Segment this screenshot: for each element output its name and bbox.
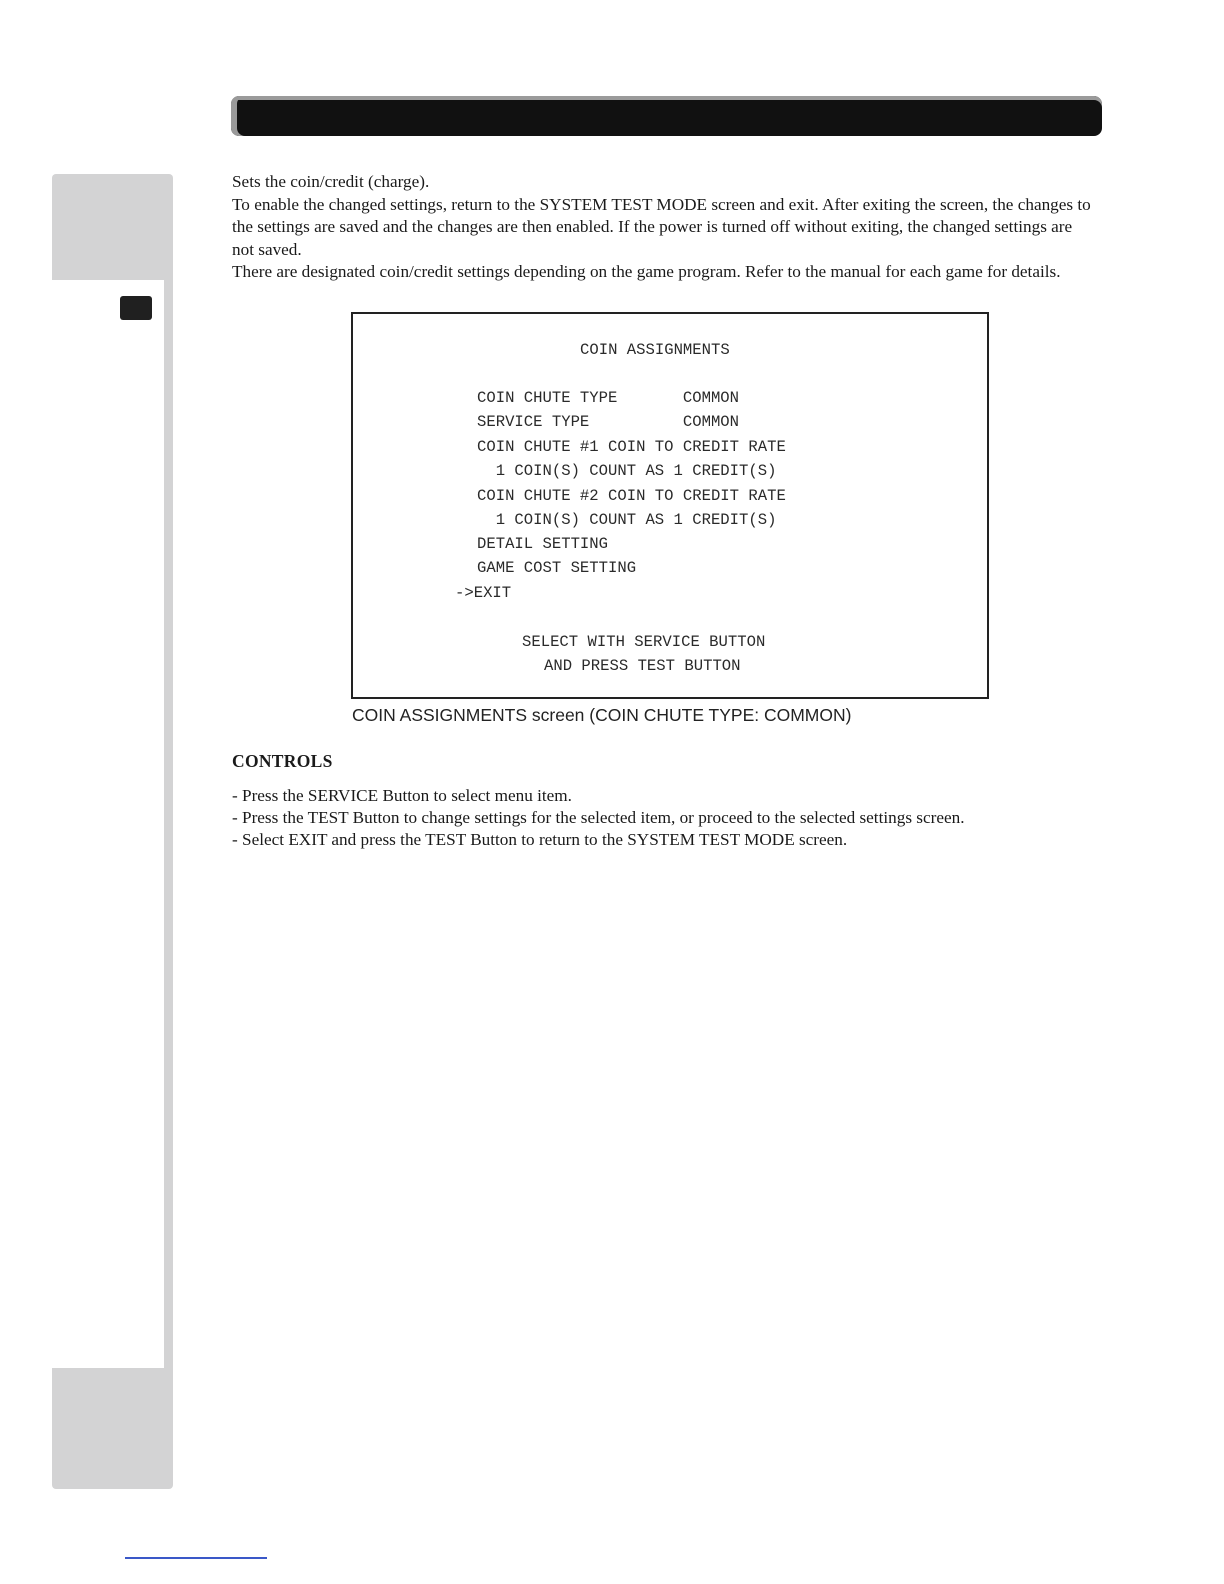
screen-instruction: SELECT WITH SERVICE BUTTON [522, 633, 766, 651]
screen-menu-item: COIN CHUTE TYPE COMMON [477, 389, 740, 407]
chapter-tab-marker [120, 296, 152, 320]
figure-caption: COIN ASSIGNMENTS screen (COIN CHUTE TYPE: COMMON) [352, 705, 852, 725]
screen-title: COIN ASSIGNMENTS [580, 341, 730, 359]
intro-paragraph: To enable the changed settings, return to the SYSTEM TEST MODE screen and exit. After exiting the screen, the changes to the settings are saved and the changes are then enabled. If the power is turned off without exiting, the changed settings are not saved. [232, 194, 1091, 259]
screen-instruction: AND PRESS TEST BUTTON [544, 657, 741, 675]
screen-menu-item: SERVICE TYPE COMMON [477, 413, 740, 431]
screen-menu-item: DETAIL SETTING [477, 535, 609, 553]
side-tab-top [52, 174, 173, 280]
screen-menu-item: COIN CHUTE #2 COIN TO CREDIT RATE [477, 487, 786, 505]
screen-menu-value: 1 COIN(S) COUNT AS 1 CREDIT(S) [477, 462, 777, 480]
controls-item: - Press the TEST Button to change settings for the selected item, or proceed to the selected settings screen. [232, 808, 965, 827]
controls-item: - Press the SERVICE Button to select menu item. [232, 786, 572, 805]
screen-menu-exit: ->EXIT [455, 584, 512, 602]
screen-menu-item: GAME COST SETTING [477, 559, 637, 577]
side-tab-bottom [52, 1368, 173, 1489]
controls-item: - Select EXIT and press the TEST Button to return to the SYSTEM TEST MODE screen. [232, 830, 848, 849]
footer-link-underline[interactable] [125, 1557, 267, 1559]
intro-paragraph: Sets the coin/credit (charge). [232, 172, 430, 191]
controls-heading: CONTROLS [232, 751, 333, 771]
coin-assignments-screen [351, 312, 989, 699]
side-tab-edge [164, 280, 173, 1370]
screen-menu-item: COIN CHUTE #1 COIN TO CREDIT RATE [477, 438, 786, 456]
intro-text [232, 171, 1092, 284]
section-header-bar [231, 96, 1102, 136]
controls-list [232, 785, 965, 851]
screen-menu-value: 1 COIN(S) COUNT AS 1 CREDIT(S) [477, 511, 777, 529]
intro-paragraph: There are designated coin/credit settings depending on the game program. Refer to the manual for each game for details. [232, 262, 1061, 281]
